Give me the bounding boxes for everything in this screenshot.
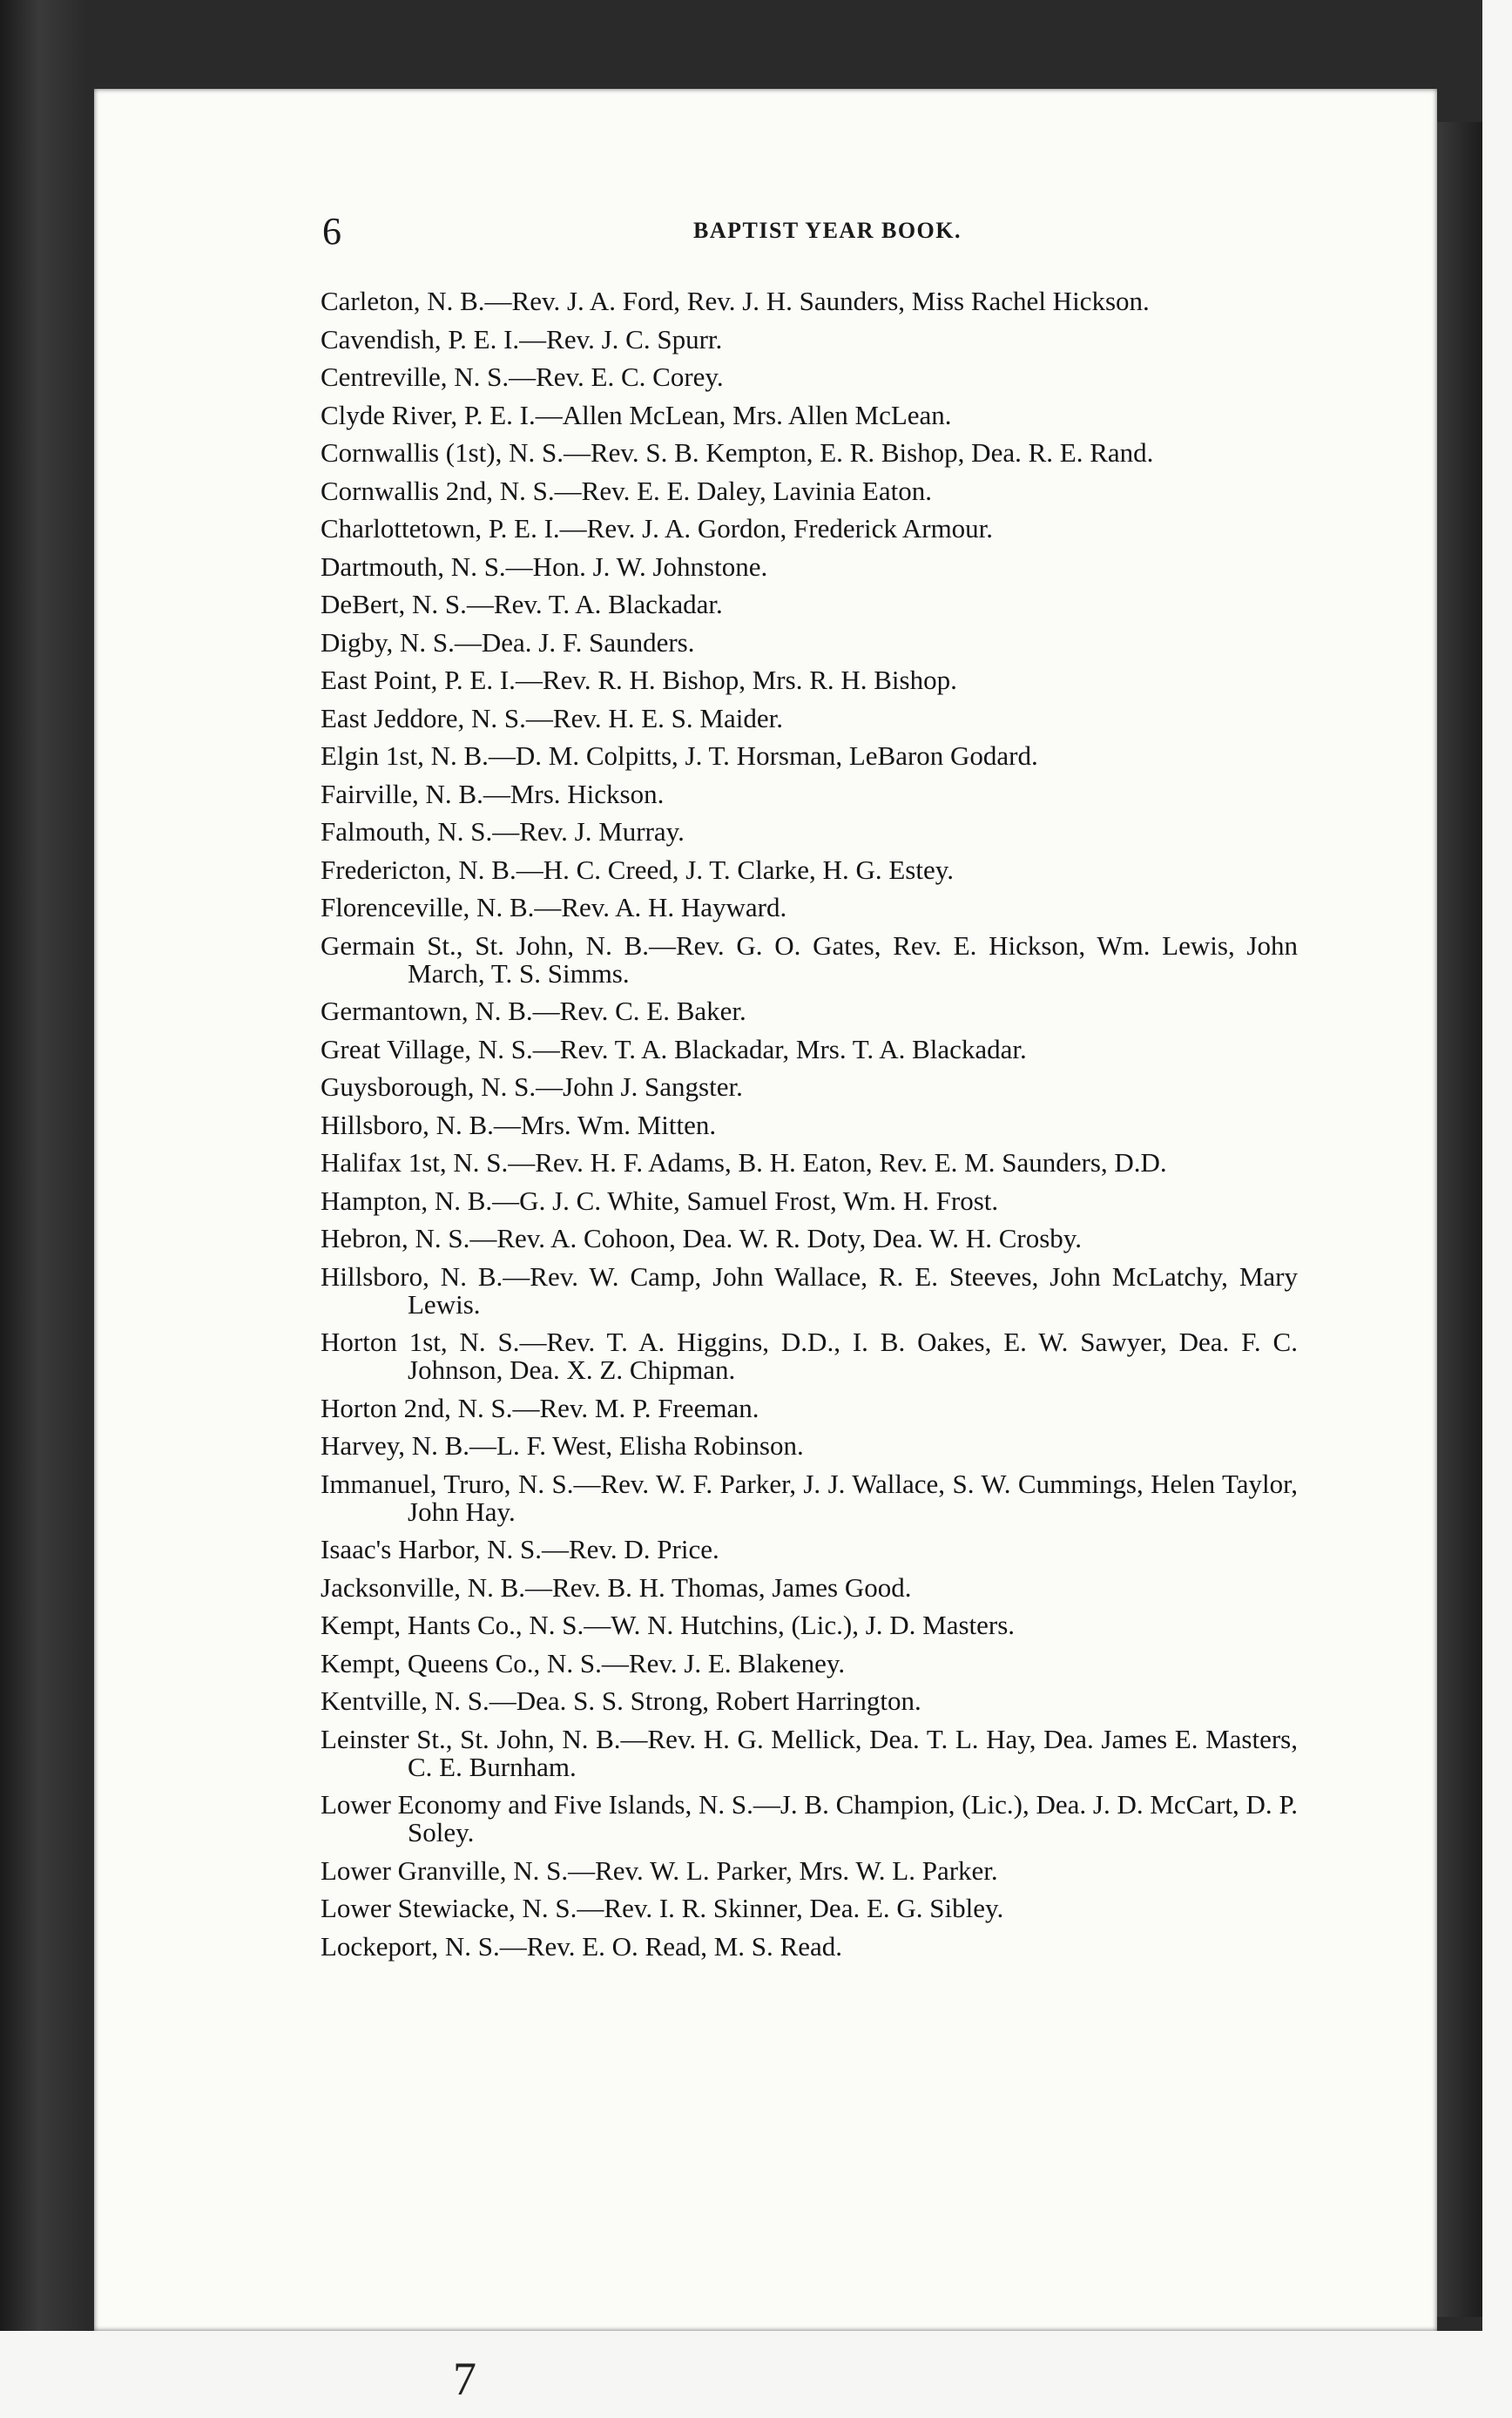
list-item: Leinster St., St. John, N. B.—Rev. H. G. Mellick, Dea. T. L. Hay, Dea. James E. Masters, C. E. Burnham. bbox=[321, 1723, 1298, 1782]
list-item: Halifax 1st, N. S.—Rev. H. F. Adams, B. H. Eaton, Rev. E. M. Saunders, D.D. bbox=[321, 1147, 1167, 1178]
running-title: BAPTIST YEAR BOOK. bbox=[692, 218, 962, 243]
list-item: Jacksonville, N. B.—Rev. B. H. Thomas, James Good. bbox=[321, 1571, 912, 1603]
list-item: Guysborough, N. S.—John J. Sangster. bbox=[321, 1071, 743, 1102]
list-item: Hillsboro, N. B.—Mrs. Wm. Mitten. bbox=[321, 1109, 717, 1140]
list-item: Florenceville, N. B.—Rev. A. H. Hayward. bbox=[321, 892, 787, 922]
page-header bbox=[322, 209, 1298, 261]
list-item: Lower Granville, N. S.—Rev. W. L. Parker, Mrs. W. L. Parker. bbox=[321, 1854, 998, 1886]
scan-margin-right bbox=[1482, 0, 1512, 2418]
scan-margin-bottom bbox=[0, 2331, 1482, 2418]
list-item: Lower Economy and Five Islands, N. S.—J. B. Champion, (Lic.), Dea. J. D. McCart, D. P. Soley. bbox=[321, 1789, 1298, 1847]
list-item: Cornwallis (1st), N. S.—Rev. S. B. Kempton, E. R. Bishop, Dea. R. E. Rand. bbox=[321, 437, 1154, 468]
list-item: Lower Stewiacke, N. S.—Rev. I. R. Skinner, Dea. E. G. Sibley. bbox=[321, 1893, 1004, 1923]
list-item: Horton 1st, N. S.—Rev. T. A. Higgins, D.D., I. B. Oakes, E. W. Sawyer, Dea. F. C. Johnson, Dea. X. Z. Chipman. bbox=[321, 1327, 1298, 1385]
list-item: Digby, N. S.—Dea. J. F. Saunders. bbox=[321, 626, 695, 658]
list-item: Kempt, Queens Co., N. S.—Rev. J. E. Blakeney. bbox=[321, 1647, 846, 1678]
list-item: Immanuel, Truro, N. S.—Rev. W. F. Parker, J. J. Wallace, S. W. Cummings, Helen Taylor, John Hay. bbox=[321, 1468, 1298, 1527]
list-item: Kentville, N. S.—Dea. S. S. Strong, Robert Harrington. bbox=[321, 1685, 921, 1716]
list-item: DeBert, N. S.—Rev. T. A. Blackadar. bbox=[321, 589, 723, 619]
list-item: Isaac's Harbor, N. S.—Rev. D. Price. bbox=[321, 1534, 719, 1564]
list-item: Kempt, Hants Co., N. S.—W. N. Hutchins, (Lic.), J. D. Masters. bbox=[321, 1610, 1016, 1640]
pencil-mark: 7 bbox=[453, 2353, 476, 2405]
book-spine-shadow bbox=[0, 0, 87, 2418]
list-item: Charlottetown, P. E. I.—Rev. J. A. Gordon, Frederick Armour. bbox=[321, 513, 994, 544]
list-item: Elgin 1st, N. B.—D. M. Colpitts, J. T. Horsman, LeBaron Godard. bbox=[321, 740, 1038, 771]
list-item: Fairville, N. B.—Mrs. Hickson. bbox=[321, 778, 665, 809]
list-item: Clyde River, P. E. I.—Allen McLean, Mrs. Allen McLean. bbox=[321, 399, 952, 430]
list-item: Germain St., St. John, N. B.—Rev. G. O. Gates, Rev. E. Hickson, Wm. Lewis, John March, T. S. Simms. bbox=[321, 929, 1298, 989]
list-item: Falmouth, N. S.—Rev. J. Murray. bbox=[321, 816, 685, 847]
list-item: Germantown, N. B.—Rev. C. E. Baker. bbox=[321, 996, 746, 1026]
list-item: Cavendish, P. E. I.—Rev. J. C. Spurr. bbox=[321, 323, 723, 355]
church-delegate-list bbox=[321, 287, 1298, 1970]
list-item: Horton 2nd, N. S.—Rev. M. P. Freeman. bbox=[321, 1392, 759, 1423]
list-item: Dartmouth, N. S.—Hon. J. W. Johnstone. bbox=[321, 550, 768, 582]
list-item: Hampton, N. B.—G. J. C. White, Samuel Frost, Wm. H. Frost. bbox=[321, 1185, 999, 1216]
list-item: Harvey, N. B.—L. F. West, Elisha Robinson. bbox=[321, 1430, 804, 1461]
list-item: East Point, P. E. I.—Rev. R. H. Bishop, Mrs. R. H. Bishop. bbox=[321, 665, 957, 695]
list-item: Great Village, N. S.—Rev. T. A. Blackadar, Mrs. T. A. Blackadar. bbox=[321, 1033, 1027, 1064]
list-item: Carleton, N. B.—Rev. J. A. Ford, Rev. J. H. Saunders, Miss Rachel Hickson. bbox=[321, 286, 1150, 316]
list-item: Centreville, N. S.—Rev. E. C. Corey. bbox=[321, 361, 724, 392]
list-item: Hillsboro, N. B.—Rev. W. Camp, John Wallace, R. E. Steeves, John McLatchy, Mary Lewis. bbox=[321, 1260, 1298, 1320]
list-item: Cornwallis 2nd, N. S.—Rev. E. E. Daley, Lavinia Eaton. bbox=[321, 475, 932, 506]
list-item: Lockeport, N. S.—Rev. E. O. Read, M. S. Read. bbox=[321, 1930, 842, 1962]
page-edge-shadow bbox=[1437, 122, 1482, 2317]
page-number: 6 bbox=[322, 210, 341, 253]
list-item: Fredericton, N. B.—H. C. Creed, J. T. Clarke, H. G. Estey. bbox=[321, 854, 954, 885]
list-item: East Jeddore, N. S.—Rev. H. E. S. Maider. bbox=[321, 702, 783, 733]
list-item: Hebron, N. S.—Rev. A. Cohoon, Dea. W. R. Doty, Dea. W. H. Crosby. bbox=[321, 1223, 1082, 1253]
